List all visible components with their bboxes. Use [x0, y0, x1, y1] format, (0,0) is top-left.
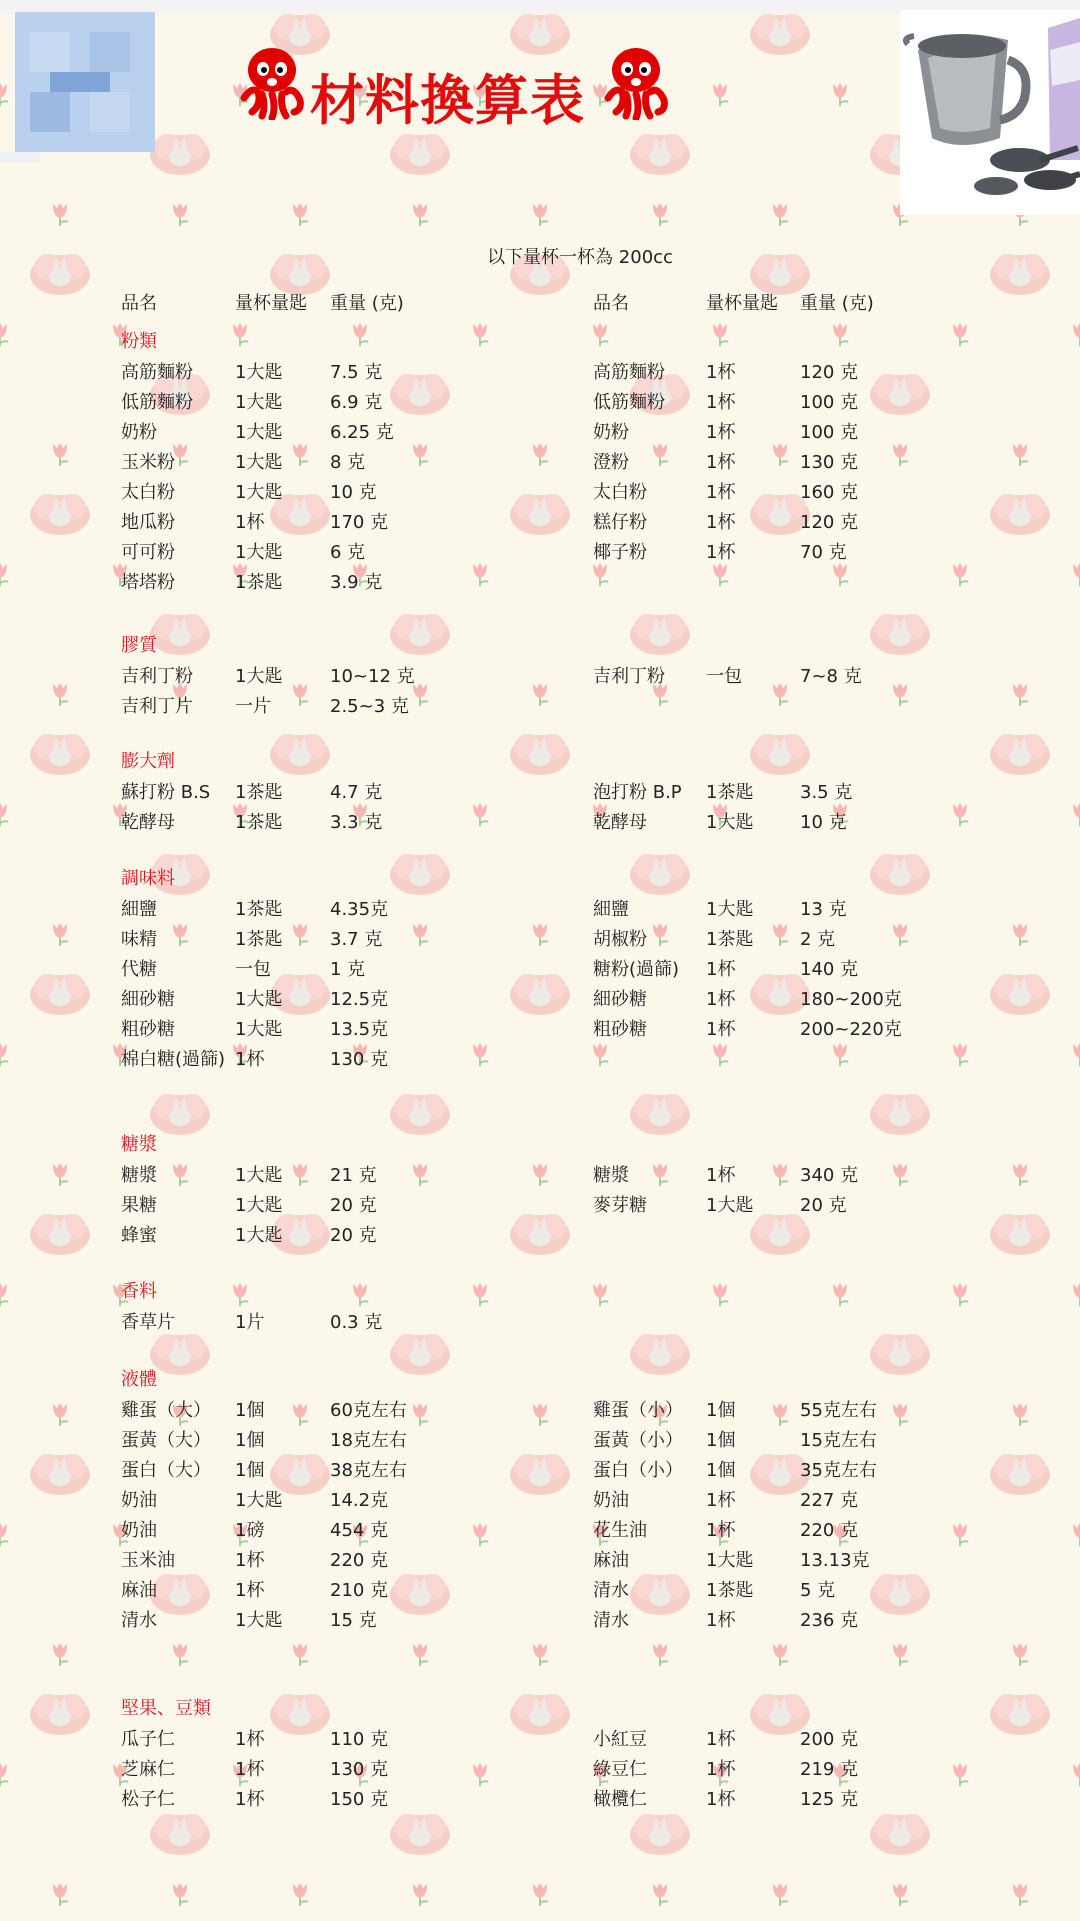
item-weight: 15 克	[330, 1610, 377, 1631]
item-weight: 14.2克	[330, 1490, 389, 1511]
item-name: 澄粉	[593, 452, 629, 473]
item-measure: 1大匙	[235, 482, 283, 503]
item-name: 粗砂糖	[121, 1019, 175, 1040]
item-weight: 227 克	[800, 1490, 859, 1511]
item-weight: 125 克	[800, 1789, 859, 1810]
item-weight: 3.9 克	[330, 572, 383, 593]
item-measure: 1大匙	[235, 542, 283, 563]
item-name: 雞蛋（大）	[121, 1400, 211, 1421]
item-measure: 1大匙	[235, 1490, 283, 1511]
item-measure: 1杯	[706, 1019, 736, 1040]
item-name: 奶油	[121, 1520, 157, 1541]
item-weight: 4.35克	[330, 899, 389, 920]
item-weight: 160 克	[800, 482, 859, 503]
item-name: 乾酵母	[593, 812, 647, 833]
item-measure: 1杯	[706, 1759, 736, 1780]
item-weight: 100 克	[800, 392, 859, 413]
section-heading: 膠質	[121, 635, 157, 656]
item-measure: 1個	[235, 1400, 265, 1421]
item-measure: 1杯	[235, 1049, 265, 1070]
item-measure: 1杯	[706, 1729, 736, 1750]
section-heading: 堅果、豆類	[121, 1698, 211, 1719]
item-name: 玉米粉	[121, 452, 175, 473]
item-name: 糕仔粉	[593, 512, 647, 533]
item-weight: 210 克	[330, 1580, 389, 1601]
item-measure: 1杯	[706, 1490, 736, 1511]
item-measure: 1大匙	[235, 392, 283, 413]
item-weight: 140 克	[800, 959, 859, 980]
item-weight: 220 克	[800, 1520, 859, 1541]
item-name: 泡打粉 B.P	[593, 782, 682, 803]
item-name: 代糖	[121, 959, 157, 980]
item-measure: 1杯	[235, 1729, 265, 1750]
item-measure: 1杯	[706, 1789, 736, 1810]
section-heading: 膨大劑	[121, 751, 175, 772]
item-weight: 130 克	[330, 1759, 389, 1780]
item-measure: 1杯	[706, 1165, 736, 1186]
item-weight: 4.7 克	[330, 782, 383, 803]
item-weight: 10 克	[800, 812, 847, 833]
item-measure: 1杯	[706, 542, 736, 563]
item-measure: 一包	[235, 959, 271, 980]
item-measure: 1大匙	[235, 1195, 283, 1216]
item-measure: 1杯	[706, 1610, 736, 1631]
item-measure: 1大匙	[235, 1165, 283, 1186]
item-name: 太白粉	[593, 482, 647, 503]
item-measure: 1杯	[706, 422, 736, 443]
item-measure: 1大匙	[235, 1019, 283, 1040]
column-header-name-right: 品名	[593, 293, 629, 314]
item-measure: 1茶匙	[235, 929, 283, 950]
item-name: 小紅豆	[593, 1729, 647, 1750]
item-weight: 1 克	[330, 959, 366, 980]
item-name: 細砂糖	[121, 989, 175, 1010]
item-weight: 10 克	[330, 482, 377, 503]
item-weight: 7.5 克	[330, 362, 383, 383]
item-name: 塔塔粉	[121, 572, 175, 593]
item-weight: 2 克	[800, 929, 836, 950]
item-measure: 1杯	[235, 512, 265, 533]
column-header-measure-right: 量杯量匙	[706, 293, 778, 314]
item-measure: 1茶匙	[706, 782, 754, 803]
item-measure: 1片	[235, 1312, 265, 1333]
item-weight: 5 克	[800, 1580, 836, 1601]
item-name: 味精	[121, 929, 157, 950]
item-measure: 1杯	[235, 1580, 265, 1601]
item-name: 清水	[593, 1610, 629, 1631]
item-measure: 1大匙	[235, 362, 283, 383]
item-weight: 20 克	[800, 1195, 847, 1216]
item-name: 細鹽	[121, 899, 157, 920]
item-name: 蛋白（小）	[593, 1460, 683, 1481]
item-measure: 1杯	[706, 1520, 736, 1541]
item-weight: 3.5 克	[800, 782, 853, 803]
item-name: 雞蛋（小）	[593, 1400, 683, 1421]
item-weight: 120 克	[800, 512, 859, 533]
item-name: 蛋白（大）	[121, 1460, 211, 1481]
item-measure: 1茶匙	[235, 899, 283, 920]
item-measure: 1大匙	[235, 989, 283, 1010]
column-header-weight-left: 重量 (克)	[330, 293, 404, 314]
item-weight: 13 克	[800, 899, 847, 920]
item-measure: 1杯	[706, 362, 736, 383]
item-name: 高筋麵粉	[121, 362, 193, 383]
section-heading: 糖漿	[121, 1134, 157, 1155]
item-weight: 55克左右	[800, 1400, 877, 1421]
item-name: 蛋黃（小）	[593, 1430, 683, 1451]
page-title: 材料換算表	[310, 69, 585, 132]
item-measure: 一片	[235, 696, 271, 717]
item-measure: 1茶匙	[706, 929, 754, 950]
item-name: 花生油	[593, 1520, 647, 1541]
item-name: 香草片	[121, 1312, 175, 1333]
item-name: 橄欖仁	[593, 1789, 647, 1810]
item-weight: 130 克	[330, 1049, 389, 1070]
section-heading: 調味料	[121, 868, 175, 889]
item-weight: 200 克	[800, 1729, 859, 1750]
item-name: 高筋麵粉	[593, 362, 665, 383]
item-weight: 219 克	[800, 1759, 859, 1780]
item-name: 吉利丁片	[121, 696, 193, 717]
item-name: 蘇打粉 B.S	[121, 782, 211, 803]
item-measure: 1個	[706, 1400, 736, 1421]
item-name: 清水	[593, 1580, 629, 1601]
item-name: 低筋麵粉	[593, 392, 665, 413]
item-weight: 220 克	[330, 1550, 389, 1571]
item-measure: 1杯	[235, 1550, 265, 1571]
item-weight: 6.25 克	[330, 422, 394, 443]
item-measure: 1大匙	[235, 1225, 283, 1246]
section-heading: 粉類	[121, 331, 157, 352]
item-weight: 38克左右	[330, 1460, 407, 1481]
item-name: 細鹽	[593, 899, 629, 920]
section-heading: 液體	[121, 1369, 157, 1390]
item-measure: 1杯	[706, 989, 736, 1010]
measuring-cup-image	[900, 10, 1080, 215]
item-name: 麥芽糖	[593, 1195, 647, 1216]
item-name: 玉米油	[121, 1550, 175, 1571]
item-weight: 180~200克	[800, 989, 902, 1010]
item-weight: 10~12 克	[330, 666, 415, 687]
column-header-weight-right: 重量 (克)	[800, 293, 874, 314]
item-weight: 100 克	[800, 422, 859, 443]
blurred-corner-image	[0, 12, 160, 162]
item-measure: 一包	[706, 666, 742, 687]
item-weight: 6 克	[330, 542, 366, 563]
item-name: 乾酵母	[121, 812, 175, 833]
item-measure: 1杯	[706, 482, 736, 503]
item-weight: 35克左右	[800, 1460, 877, 1481]
item-measure: 1個	[235, 1430, 265, 1451]
item-measure: 1大匙	[235, 452, 283, 473]
item-name: 糖漿	[121, 1165, 157, 1186]
item-name: 芝麻仁	[121, 1759, 175, 1780]
item-measure: 1大匙	[706, 812, 754, 833]
item-name: 糖粉(過篩)	[593, 959, 680, 980]
item-name: 粗砂糖	[593, 1019, 647, 1040]
item-weight: 3.7 克	[330, 929, 383, 950]
item-name: 椰子粉	[593, 542, 647, 563]
item-measure: 1茶匙	[706, 1580, 754, 1601]
item-weight: 8 克	[330, 452, 366, 473]
item-weight: 6.9 克	[330, 392, 383, 413]
item-weight: 200~220克	[800, 1019, 902, 1040]
column-header-measure-left: 量杯量匙	[235, 293, 307, 314]
item-weight: 70 克	[800, 542, 847, 563]
item-name: 蛋黃（大）	[121, 1430, 211, 1451]
item-measure: 1大匙	[235, 666, 283, 687]
item-weight: 0.3 克	[330, 1312, 383, 1333]
item-name: 奶粉	[593, 422, 629, 443]
item-measure: 1茶匙	[235, 782, 283, 803]
item-name: 棉白糖(過篩)	[121, 1049, 226, 1070]
item-weight: 60克左右	[330, 1400, 407, 1421]
item-measure: 1個	[235, 1460, 265, 1481]
item-name: 蜂蜜	[121, 1225, 157, 1246]
item-measure: 1大匙	[706, 1195, 754, 1216]
item-weight: 236 克	[800, 1610, 859, 1631]
item-name: 麻油	[121, 1580, 157, 1601]
item-weight: 18克左右	[330, 1430, 407, 1451]
item-measure: 1大匙	[706, 1550, 754, 1571]
item-weight: 170 克	[330, 512, 389, 533]
octopus-left-icon	[232, 42, 312, 120]
item-weight: 20 克	[330, 1195, 377, 1216]
item-name: 細砂糖	[593, 989, 647, 1010]
item-name: 奶粉	[121, 422, 157, 443]
item-name: 糖漿	[593, 1165, 629, 1186]
item-name: 松子仁	[121, 1789, 175, 1810]
item-name: 綠豆仁	[593, 1759, 647, 1780]
item-measure: 1杯	[235, 1789, 265, 1810]
octopus-right-icon	[596, 42, 676, 120]
item-name: 低筋麵粉	[121, 392, 193, 413]
item-weight: 454 克	[330, 1520, 389, 1541]
item-weight: 13.13克	[800, 1550, 870, 1571]
item-name: 瓜子仁	[121, 1729, 175, 1750]
item-name: 胡椒粉	[593, 929, 647, 950]
item-name: 奶油	[593, 1490, 629, 1511]
item-weight: 15克左右	[800, 1430, 877, 1451]
item-measure: 1個	[706, 1460, 736, 1481]
item-weight: 2.5~3 克	[330, 696, 409, 717]
item-measure: 1大匙	[235, 422, 283, 443]
item-weight: 20 克	[330, 1225, 377, 1246]
item-weight: 110 克	[330, 1729, 389, 1750]
item-name: 可可粉	[121, 542, 175, 563]
item-name: 清水	[121, 1610, 157, 1631]
item-name: 奶油	[121, 1490, 157, 1511]
item-name: 地瓜粉	[121, 512, 175, 533]
item-measure: 1茶匙	[235, 812, 283, 833]
item-name: 麻油	[593, 1550, 629, 1571]
item-measure: 1杯	[706, 452, 736, 473]
item-name: 吉利丁粉	[121, 666, 193, 687]
item-measure: 1大匙	[706, 899, 754, 920]
item-measure: 1杯	[706, 959, 736, 980]
item-weight: 3.3 克	[330, 812, 383, 833]
item-measure: 1個	[706, 1430, 736, 1451]
item-weight: 21 克	[330, 1165, 377, 1186]
section-heading: 香料	[121, 1281, 157, 1302]
item-name: 吉利丁粉	[593, 666, 665, 687]
item-weight: 12.5克	[330, 989, 389, 1010]
item-weight: 130 克	[800, 452, 859, 473]
item-measure: 1杯	[706, 392, 736, 413]
item-weight: 120 克	[800, 362, 859, 383]
item-weight: 150 克	[330, 1789, 389, 1810]
item-measure: 1大匙	[235, 1610, 283, 1631]
column-header-name-left: 品名	[121, 293, 157, 314]
item-measure: 1茶匙	[235, 572, 283, 593]
item-weight: 13.5克	[330, 1019, 389, 1040]
item-measure: 1磅	[235, 1520, 265, 1541]
item-weight: 7~8 克	[800, 666, 862, 687]
item-measure: 1杯	[706, 512, 736, 533]
item-weight: 340 克	[800, 1165, 859, 1186]
item-name: 太白粉	[121, 482, 175, 503]
item-measure: 1杯	[235, 1759, 265, 1780]
cup-volume-note: 以下量杯一杯為 200cc	[487, 247, 673, 268]
item-name: 果糖	[121, 1195, 157, 1216]
